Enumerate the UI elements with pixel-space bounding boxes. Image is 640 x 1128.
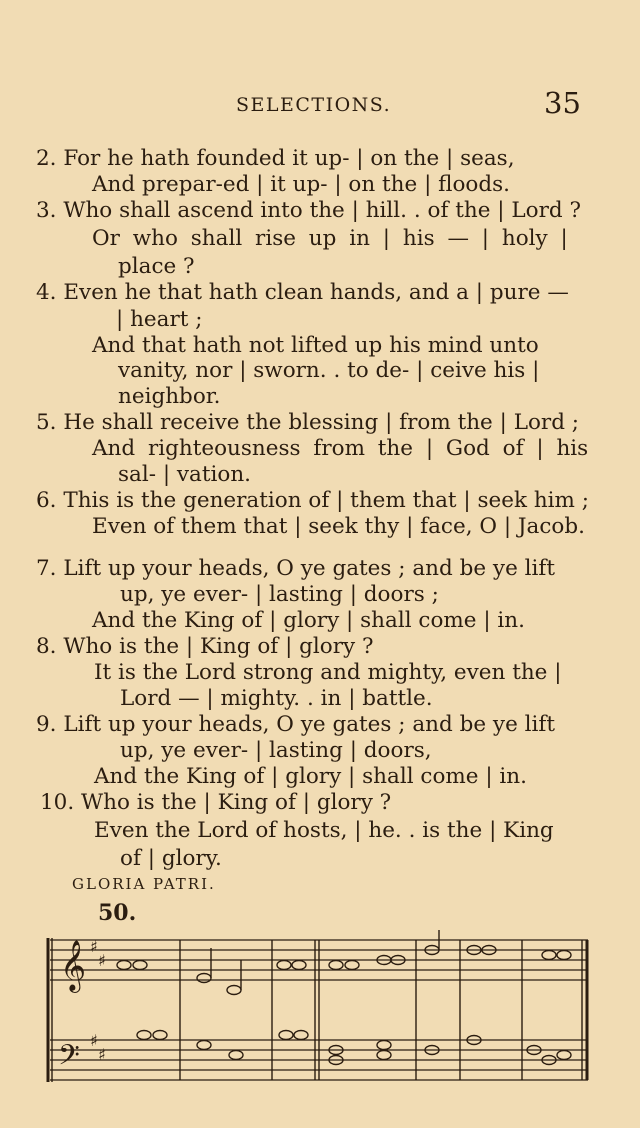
- sharp-icon: ♯: [90, 937, 98, 956]
- verse-10-line-3: of | glory.: [120, 846, 222, 871]
- verse-2-line-2: And prepar-ed | it up- | on the | floods.: [92, 172, 511, 197]
- verse-6-line-1: 6. This is the generation of | them that | seek him ;: [36, 488, 590, 513]
- verse-4-line-3: And that hath not lifted up his mind unto: [92, 333, 539, 358]
- verse-7-line-3: And the King of | glory | shall come | in.: [92, 608, 525, 633]
- verse-8-line-3: Lord — | mighty. . in | battle.: [120, 686, 433, 711]
- bass-clef-icon: 𝄢: [58, 1039, 80, 1079]
- verse-7-line-2: up, ye ever- | lasting | doors ;: [120, 582, 439, 607]
- tune-number: 50.: [98, 900, 137, 926]
- verse-6-line-2: Even of them that | seek thy | face, O | Jacob.: [92, 514, 585, 539]
- verse-3-line-3: place ?: [118, 254, 195, 279]
- verse-10-line-2: Even the Lord of hosts, | he. . is the | King: [94, 818, 554, 843]
- clefs: [58, 937, 106, 1079]
- verse-4-line-4: vanity, nor | sworn. . to de- | ceive his |: [118, 358, 540, 383]
- gloria-heading: GLORIA PATRI.: [72, 875, 216, 893]
- verse-8-line-2: It is the Lord strong and mighty, even the |: [94, 660, 562, 685]
- verse-5-line-1: 5. He shall receive the blessing | from the | Lord ;: [36, 410, 580, 435]
- page-number: 35: [544, 86, 581, 120]
- running-title: SELECTIONS.: [236, 94, 392, 116]
- verse-9-line-2: up, ye ever- | lasting | doors,: [120, 738, 432, 763]
- treble-clef-icon: 𝄞: [60, 940, 87, 991]
- sharp-icon: ♯: [98, 1045, 106, 1064]
- page-header: [0, 86, 640, 126]
- verse-3-line-2: Or who shall rise up in | his — | holy |: [92, 226, 568, 251]
- sharp-icon: ♯: [90, 1031, 98, 1050]
- verse-9-line-3: And the King of | glory | shall come | in.: [94, 764, 527, 789]
- verse-3-line-1: 3. Who shall ascend into the | hill. . of the | Lord ?: [36, 198, 581, 223]
- verse-4-line-5: neighbor.: [118, 384, 221, 409]
- verse-2-line-1: 2. For he hath founded it up- | on the | seas,: [36, 146, 515, 171]
- sharp-icon: ♯: [98, 951, 106, 970]
- verse-7-line-1: 7. Lift up your heads, O ye gates ; and be ye lift: [36, 556, 555, 581]
- verse-10-line-1: 10. Who is the | King of | glory ?: [40, 790, 392, 815]
- verse-8-line-1: 8. Who is the | King of | glory ?: [36, 634, 374, 659]
- verse-5-line-3: sal- | vation.: [118, 462, 252, 487]
- verse-4-line-2: | heart ;: [116, 307, 203, 332]
- verse-5-line-2: And righteousness from the | God of | his: [92, 436, 589, 461]
- music-score: [44, 930, 592, 1110]
- verse-9-line-1: 9. Lift up your heads, O ye gates ; and be ye lift: [36, 712, 555, 737]
- verse-4-line-1: 4. Even he that hath clean hands, and a | pure —: [36, 280, 569, 305]
